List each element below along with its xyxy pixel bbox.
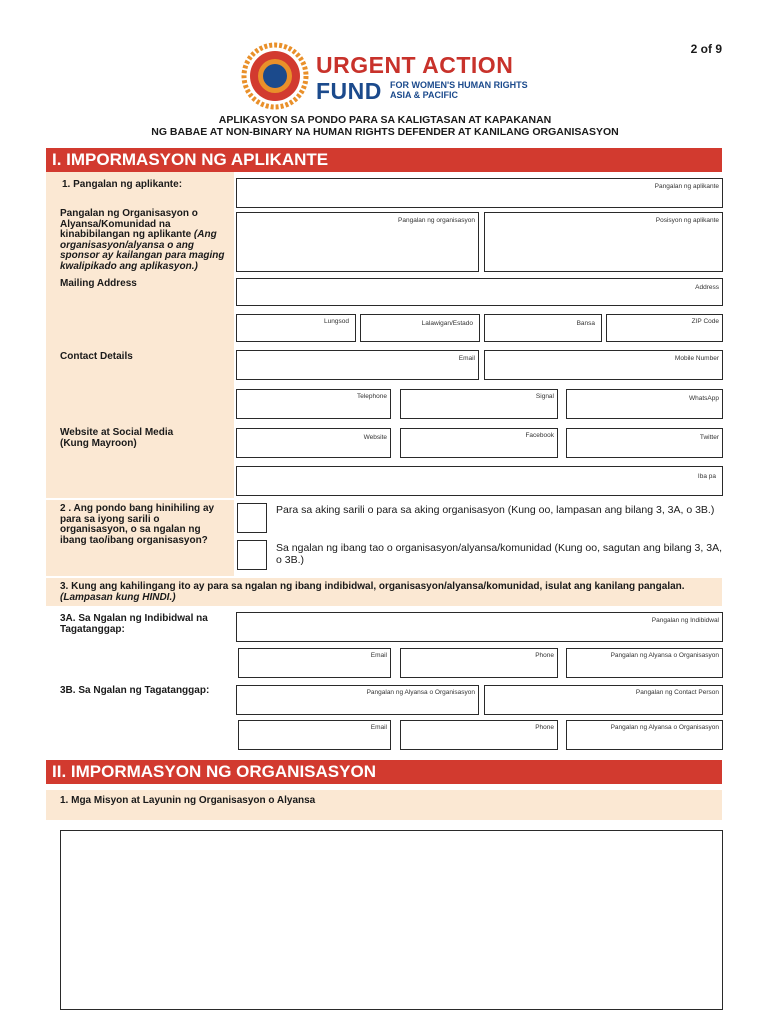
facebook-field[interactable]: Facebook [400, 428, 558, 458]
logo-wordmark-urgent-action: URGENT ACTION [316, 52, 514, 78]
applicant-position-field[interactable]: Posisyon ng aplikante [484, 212, 723, 272]
province-field[interactable]: Lalawigan/Estado [360, 314, 480, 342]
mission-label: 1. Mga Misyon at Layunin ng Organisasyon o Alyansa [60, 795, 316, 806]
other-social-field[interactable]: Iba pa [236, 466, 723, 496]
q3a-alliance-field[interactable]: Pangalan ng Alyansa o Organisasyon [566, 648, 723, 678]
q3-label: 3. Kung ang kahilingang ito ay para sa ngalan ng ibang indibidwal, organisasyon/alyansa/komunidad, isulat ang kanilang pangalan. (Lampasan kung HINDI.) [60, 581, 685, 603]
q3b-phone-field[interactable]: Phone [400, 720, 558, 750]
mobile-number-field[interactable]: Mobile Number [484, 350, 723, 380]
zip-code-field[interactable]: ZIP Code [606, 314, 723, 342]
q3b-alliance-field[interactable]: Pangalan ng Alyansa o Organisasyon [236, 685, 479, 715]
email-field[interactable]: Email [236, 350, 479, 380]
website-social-label: Website at Social Media (Kung Mayroon) [60, 427, 174, 449]
mission-textarea[interactable] [60, 830, 723, 1010]
q3a-phone-field[interactable]: Phone [400, 648, 558, 678]
q3b-alliance2-field[interactable]: Pangalan ng Alyansa o Organisasyon [566, 720, 723, 750]
country-field[interactable]: Bansa [484, 314, 602, 342]
form-title-line1: APLIKASYON SA PONDO PARA SA KALIGTASAN AT KAPAKANAN [218, 114, 552, 126]
logo-wordmark-fund: FUND [316, 78, 382, 104]
on-behalf-checkbox[interactable] [237, 540, 267, 570]
organization-label: Pangalan ng Organisasyon o Alyansa/Komunidad na kinabibilangan ng aplikante (Ang organisasyon/alyansa o ang sponsor ay kailangan para maging kwalipikado ang aplikasyon.) [60, 208, 225, 272]
self-organization-option-text: Para sa aking sarili o para sa aking organisasyon (Kung oo, lampasan ang bilang 3, 3A, o 3B.) [276, 504, 715, 516]
funding-purpose-label: 2 . Ang pondo bang hinihiling ay para sa iyong sarili o organisasyon, o sa ngalan ng ibang tao/ibang organisasyon? [60, 503, 215, 546]
organization-name-field[interactable]: Pangalan ng organisasyon [236, 212, 479, 272]
contact-details-label: Contact Details [60, 351, 133, 362]
q3b-label: 3B. Sa Ngalan ng Tagatanggap: [60, 685, 210, 696]
page-number: 2 of 9 [690, 42, 722, 56]
applicant-name-label: 1. Pangalan ng aplikante: [62, 179, 183, 190]
twitter-field[interactable]: Twitter [566, 428, 723, 458]
telephone-field[interactable]: Telephone [236, 389, 391, 419]
mailing-address-label: Mailing Address [60, 278, 137, 289]
contact-person-field[interactable]: Pangalan ng Contact Person [484, 685, 723, 715]
applicant-name-field[interactable]: Pangalan ng aplikante [236, 178, 723, 208]
on-behalf-option-text: Sa ngalan ng ibang tao o organisasyon/alyansa/komunidad (Kung oo, sagutan ang bilang 3, 3A, o 3B.) [276, 542, 722, 566]
section-2-header: II. IMPORMASYON NG ORGANISASYON [46, 760, 722, 784]
section-1-header: I. IMPORMASYON NG APLIKANTE [46, 148, 722, 172]
form-title-line2: NG BABAE AT NON-BINARY NA HUMAN RIGHTS DEFENDER AT KANILANG ORGANISASYON [151, 126, 619, 138]
q3b-email-field[interactable]: Email [238, 720, 391, 750]
whatsapp-field[interactable]: WhatsApp [566, 389, 723, 419]
address-field[interactable]: Address [236, 278, 723, 306]
signal-field[interactable]: Signal [400, 389, 558, 419]
q3a-email-field[interactable]: Email [238, 648, 391, 678]
urgent-action-fund-logo [238, 42, 312, 110]
individual-name-field[interactable]: Pangalan ng Indibidwal [236, 612, 723, 642]
website-field[interactable]: Website [236, 428, 391, 458]
city-field[interactable]: Lungsod [236, 314, 356, 342]
q3a-label: 3A. Sa Ngalan ng Indibidwal na Tagatanggap: [60, 613, 208, 635]
self-organization-checkbox[interactable] [237, 503, 267, 533]
logo-subtitle: FOR WOMEN'S HUMAN RIGHTS ASIA & PACIFIC [390, 80, 528, 100]
